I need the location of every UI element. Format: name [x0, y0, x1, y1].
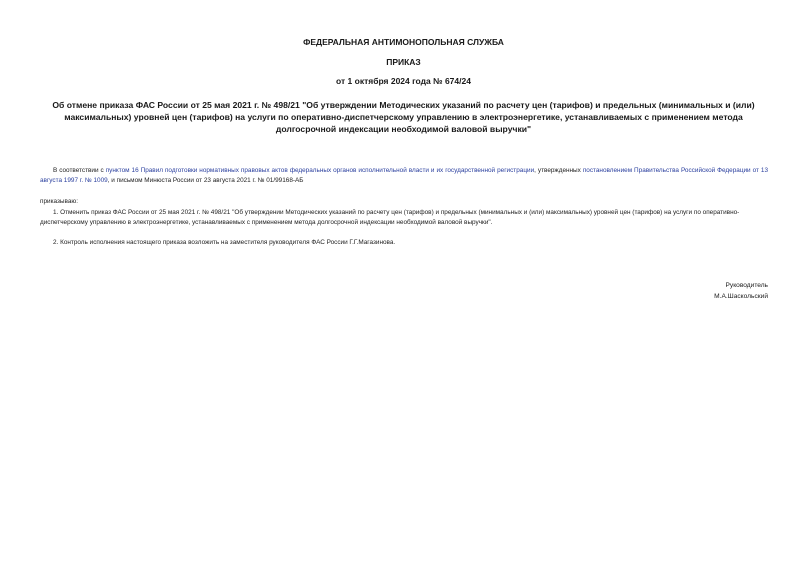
title-line-2: максимальных) уровней цен (тарифов) на услуги по оперативно-диспетчерскому управлению в электроэнергетике, устанавливаемых с применением метода — [64, 112, 743, 122]
agency-name: ФЕДЕРАЛЬНАЯ АНТИМОНОПОЛЬНАЯ СЛУЖБА — [303, 37, 504, 47]
document-title — [30, 99, 777, 135]
signature-name: М.А.Шаскольский — [714, 293, 768, 300]
title-line-3: долгосрочной индексации необходимой валовой выручки" — [275, 124, 532, 134]
order-word: приказываю: — [40, 198, 78, 205]
document-type: ПРИКАЗ — [386, 57, 421, 67]
preamble-text-2: , утвержденных — [534, 167, 583, 174]
title-line-1: Об отмене приказа ФАС России от 25 мая 2021 г. № 498/21 "Об утверждении Методических указаний по расчету цен (тарифов) и предельных (минимальных и (или) — [52, 100, 755, 110]
order-item-2: 2. Контроль исполнения настоящего приказа возложить на заместителя руководителя ФАС России Г.Г.Магазинова. — [53, 239, 396, 246]
signature-role: Руководитель — [725, 282, 768, 289]
preamble-text-3: , и письмом Минюста России от 23 августа 2021 г. № 01/99168-АБ — [107, 177, 304, 184]
government-decree-link[interactable]: постановлением Правительства Российской Федерации от 13 августа 1997 г. № 1009 — [40, 167, 769, 184]
preamble-paragraph — [40, 166, 768, 186]
order-item-1: 1. Отменить приказ ФАС России от 25 мая 2021 г. № 498/21 "Об утверждении Методических указаний по расчету цен (тарифов) и предельных (минимальных и (или) максимальных) уровней цен (тарифов) на услуги по оперативно-диспетчерскому управлению в электроэнергетике, устанавливаемых с применением метода долгосрочной индексации необходимой валовой выручки". — [40, 209, 740, 226]
document-date: от 1 октября 2024 года № 674/24 — [336, 76, 471, 86]
rules-link[interactable]: пунктом 16 Правил подготовки нормативных правовых актов федеральных органов исполнительной власти и их государственной регистрации — [105, 167, 535, 174]
preamble-text-1: В соответствии с — [53, 167, 106, 174]
